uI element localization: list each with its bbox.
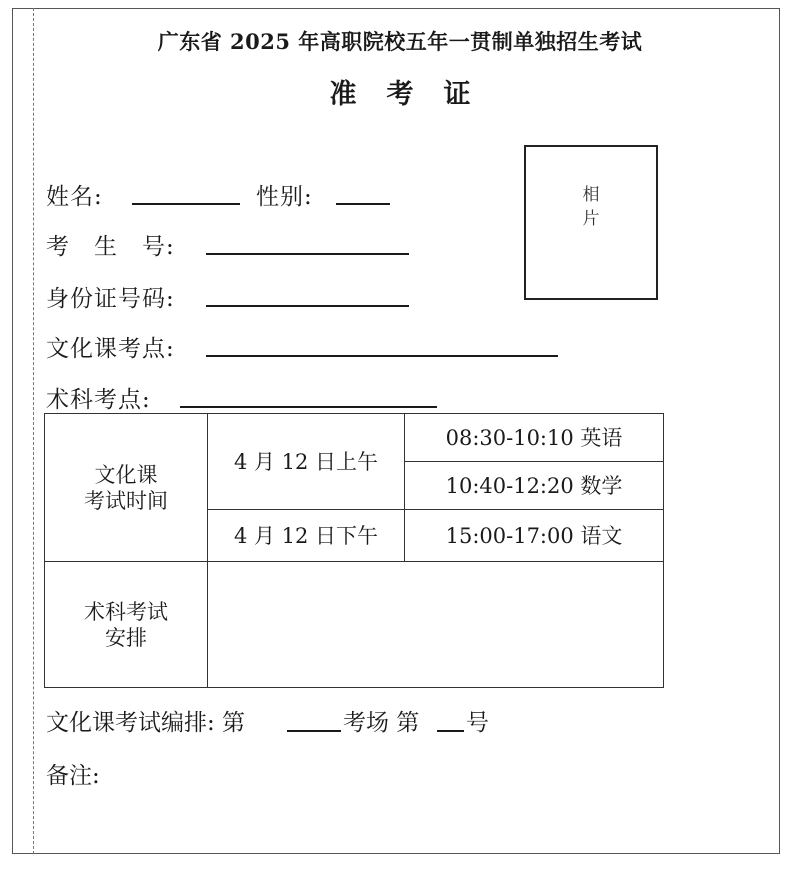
culture-site-blank [206, 355, 558, 357]
skill-site-label: 术科考点: [46, 387, 151, 413]
seat-blank [437, 730, 464, 732]
slot-chinese: 15:00-17:00 语文 [405, 510, 664, 562]
arrangement-room-label: 考场 第 [343, 710, 420, 736]
culture-site-label: 文化课考点: [46, 336, 175, 362]
photo-label-line1: 相 [582, 185, 600, 205]
document-subtitle: 准考证 [329, 79, 501, 110]
day1-morning-cell: 4 月 12 日上午 [208, 414, 405, 510]
photo-box [524, 145, 658, 300]
id-number-label: 身份证号码: [46, 286, 175, 312]
culture-time-header-line1: 文化课 [94, 462, 158, 487]
arrangement-label: 文化课考试编排: 第 [46, 710, 246, 736]
slot-english: 08:30-10:10 英语 [405, 414, 664, 462]
exam-schedule-table [44, 413, 664, 688]
exam-number-blank [206, 253, 409, 255]
skill-arrangement-header-line1: 术科考试 [84, 599, 168, 624]
culture-time-header [45, 414, 208, 562]
id-number-blank [206, 305, 409, 307]
skill-arrangement-header-line2: 安排 [105, 625, 147, 650]
room-blank [287, 730, 341, 732]
photo-label-line2: 片 [582, 209, 600, 229]
photo-label [526, 183, 656, 231]
exam-number-label: 考 生 号: [46, 234, 175, 260]
gender-label: 性别: [256, 184, 313, 210]
skill-site-blank [180, 406, 437, 408]
skill-arrangement-cell [208, 562, 664, 688]
document-title: 广东省 2025 年高职院校五年一贯制单独招生考试 [157, 29, 643, 54]
remarks-label: 备注: [46, 763, 100, 789]
arrangement-suffix: 号 [466, 710, 489, 736]
gender-blank [336, 203, 390, 205]
cut-line [33, 8, 34, 854]
name-blank [132, 203, 240, 205]
name-label: 姓名: [46, 184, 103, 210]
day1-afternoon-cell: 4 月 12 日下午 [208, 510, 405, 562]
culture-time-header-line2: 考试时间 [84, 488, 168, 513]
slot-math: 10:40-12:20 数学 [405, 462, 664, 510]
skill-arrangement-header [45, 562, 208, 688]
